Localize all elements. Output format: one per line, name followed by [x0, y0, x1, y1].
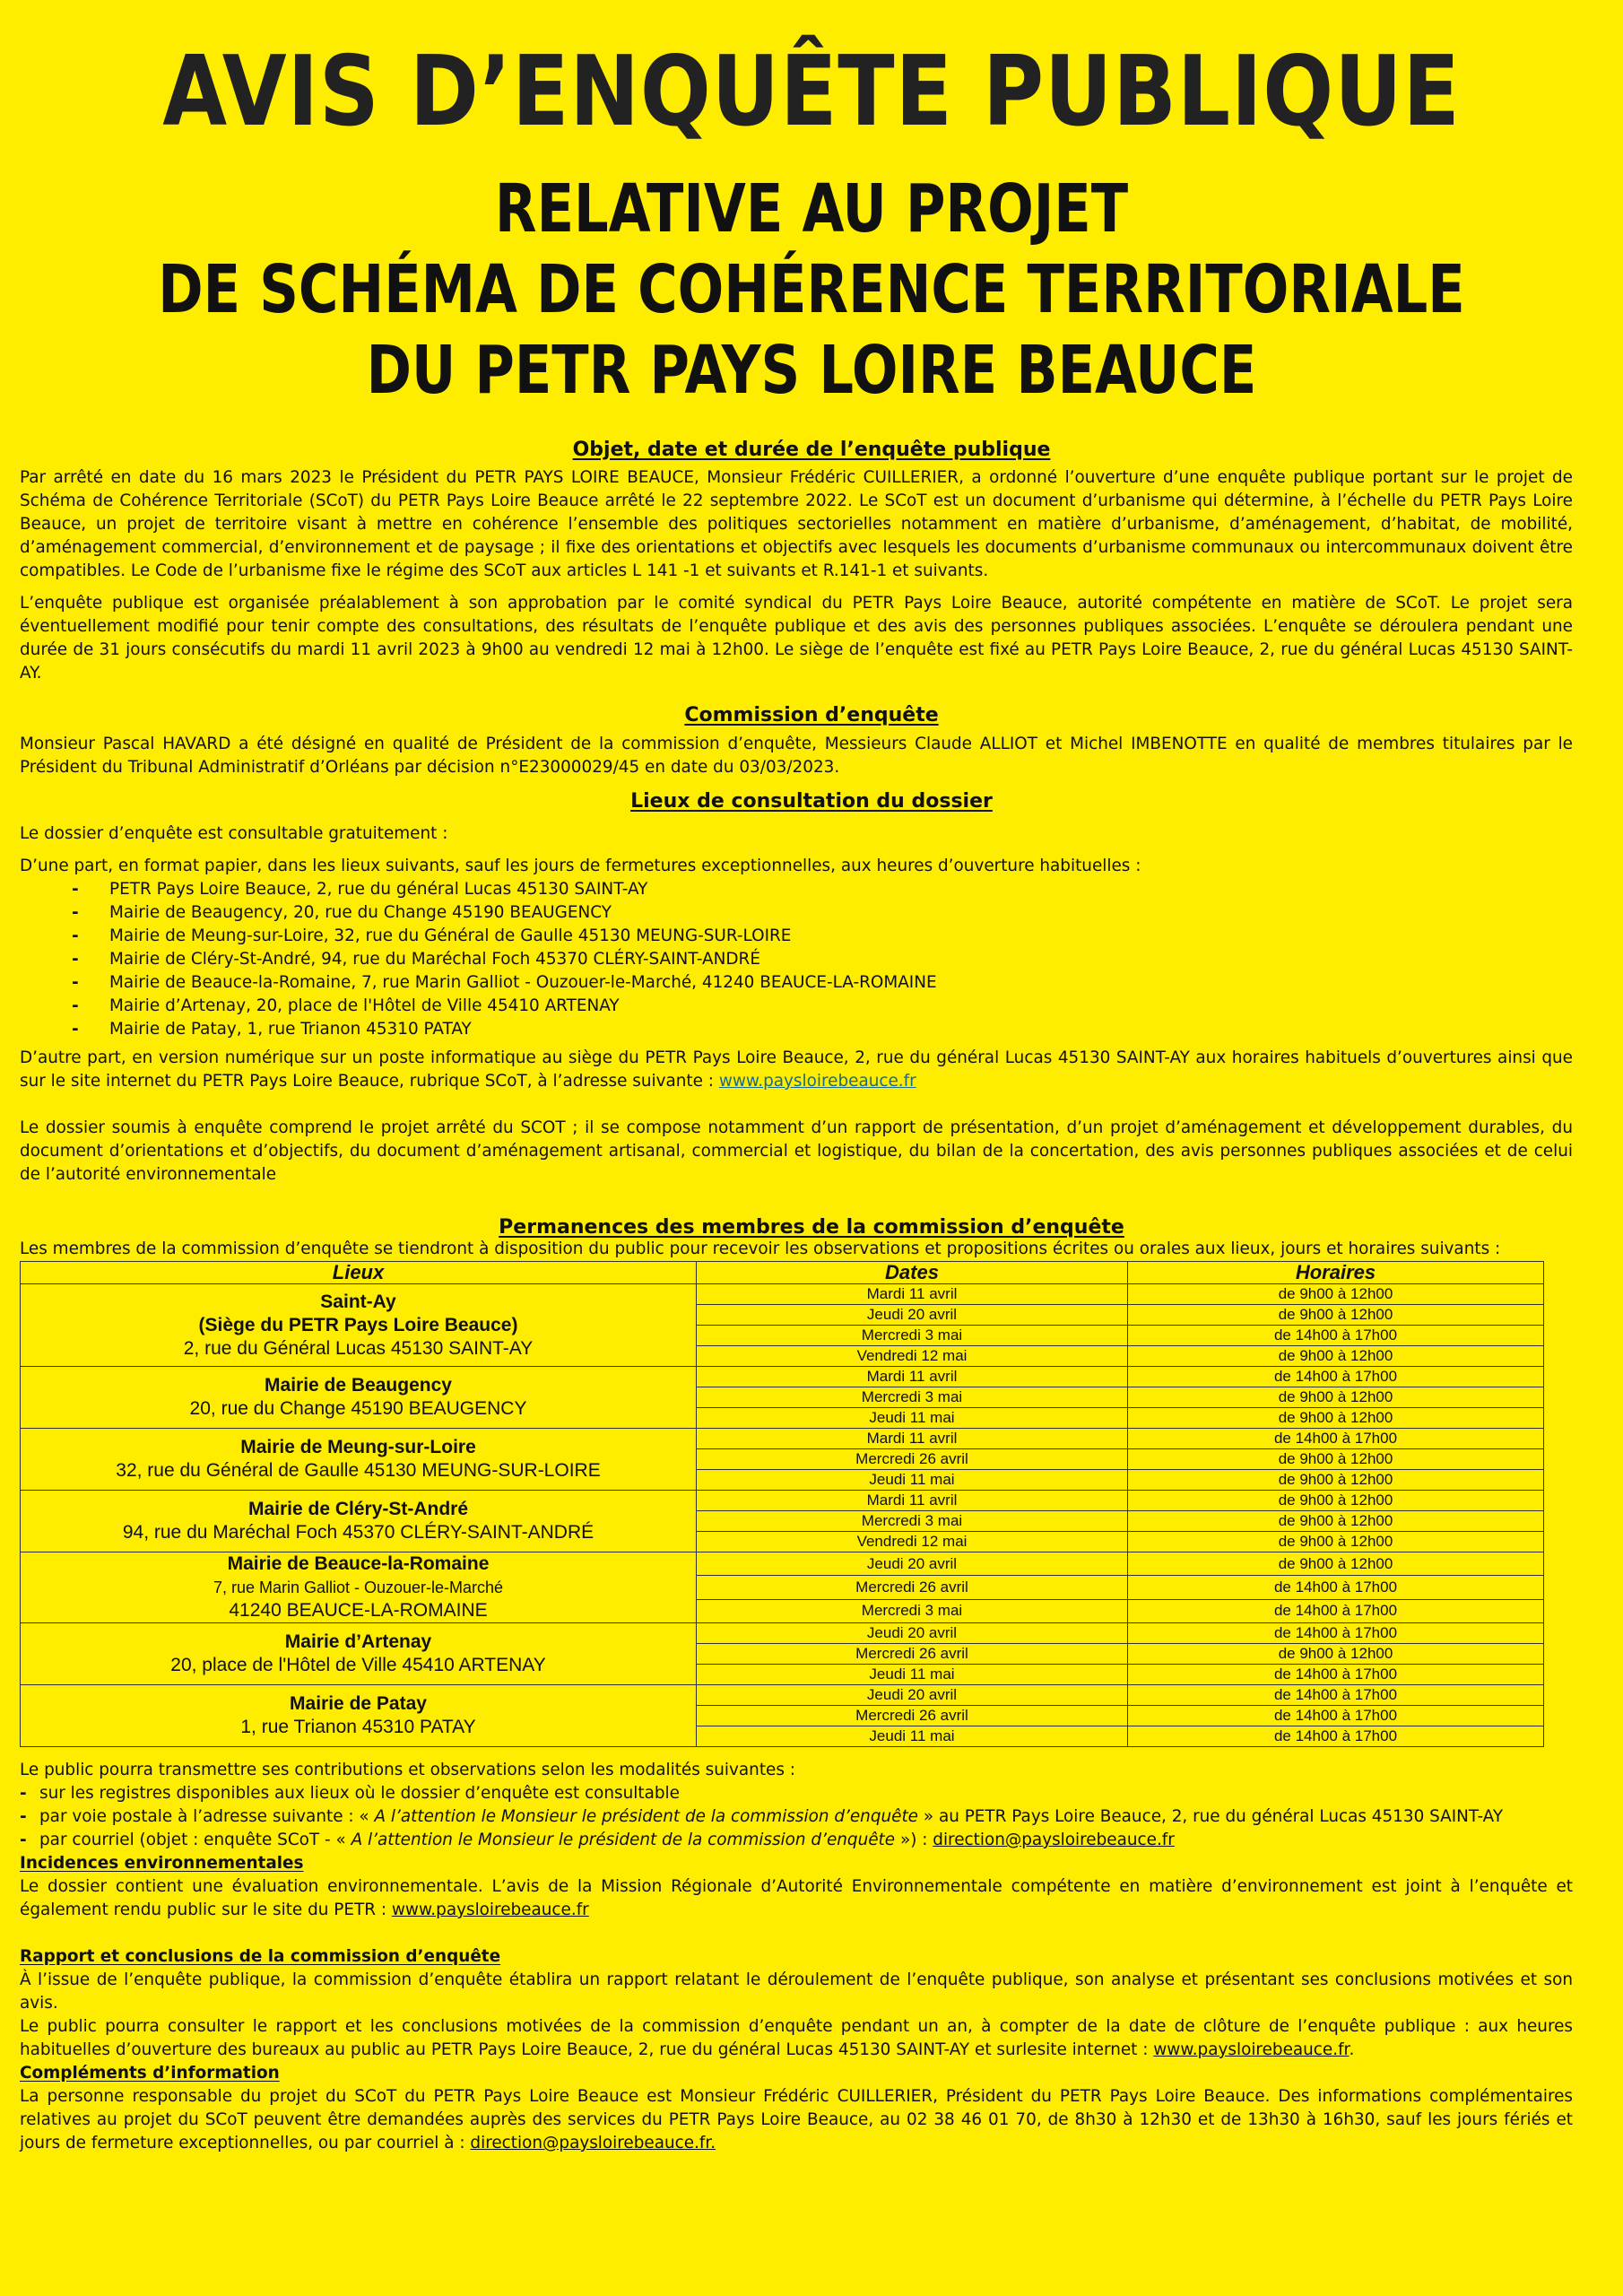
consultation-place: - PETR Pays Loire Beauce, 2, rue du général Lucas 45130 SAINT-AY	[20, 878, 1573, 901]
column-header-dates: Dates	[697, 1262, 1128, 1284]
table-row	[21, 1623, 1544, 1644]
place-cell	[21, 1491, 697, 1552]
place-address: 20, rue du Change 45190 BEAUGENCY	[189, 1398, 527, 1419]
hours-cell: de 14h00 à 17h00	[1128, 1726, 1544, 1747]
column-header-horaires: Horaires	[1128, 1262, 1544, 1284]
rapport-line-1: À l’issue de l’enquête publique, la commission d’enquête établira un rapport relatant le déroulement de l’enquête publique, son analyse et présentant ses conclusions motivées et son avis.	[20, 1970, 1573, 2013]
date-cell: Vendredi 12 mai	[697, 1346, 1128, 1367]
contribution-methods	[20, 1782, 1573, 1852]
lieux-intro: Le dossier d’enquête est consultable gratuitement :	[20, 824, 448, 843]
section-heading-incidences: Incidences environnementales	[20, 1854, 304, 1873]
permanences-intro: Les membres de la commission d’enquête se tiendront à disposition du public pour recevoir les observations et propositions écrites ou orales aux lieux, jours et horaires suivants :	[20, 1239, 1501, 1258]
contribution-method-registers: - sur les registres disponibles aux lieux où le dossier d’enquête est consultable	[20, 1782, 1573, 1805]
website-link[interactable]: www.paysloirebeauce.fr	[1153, 2040, 1350, 2059]
date-cell: Mardi 11 avril	[697, 1429, 1128, 1449]
column-header-lieux: Lieux	[21, 1262, 697, 1284]
table-row	[21, 1367, 1544, 1387]
date-cell: Jeudi 11 mai	[697, 1470, 1128, 1491]
section-heading-lieux: Lieux de consultation du dossier	[630, 790, 993, 813]
place-address-street: 7, rue Marin Galliot - Ouzouer-le-Marché	[213, 1578, 504, 1596]
place-name: Mairie de Beaugency	[265, 1375, 452, 1396]
hours-cell: de 14h00 à 17h00	[1128, 1623, 1544, 1644]
notice-subtitle-line-1: RELATIVE AU PROJET	[494, 170, 1129, 248]
place-name-detail: (Siège du PETR Pays Loire Beauce)	[198, 1314, 518, 1335]
date-cell: Mercredi 3 mai	[697, 1387, 1128, 1408]
complements-text: La personne responsable du projet du SCoT du PETR Pays Loire Beauce est Monsieur Frédéric CUILLERIER, Président du PETR Pays Loire Beauce. Des informations complémentaires relatives au projet du SCoT peuvent être demandées auprès des services du PETR Pays Loire Beauce, au 02 38 46 01 70, de 8h30 à 12h30 et de 13h30 à 16h30, sauf les jours fériés et jours de fermeture exceptionnelles, ou par courriel à : direction@paysloirebeauce.fr.	[20, 2087, 1573, 2152]
hours-cell: de 14h00 à 17h00	[1128, 1326, 1544, 1346]
consultation-places-list	[20, 878, 1573, 1041]
hours-cell: de 14h00 à 17h00	[1128, 1367, 1544, 1387]
lieux-paper-intro: D’une part, en format papier, dans les lieux suivants, sauf les jours de fermetures exceptionnelles, aux heures d’ouverture habituelles :	[20, 857, 1141, 875]
section-heading-objet: Objet, date et durée de l’enquête publique	[572, 439, 1051, 461]
date-cell: Jeudi 11 mai	[697, 1408, 1128, 1429]
date-cell: Mercredi 26 avril	[697, 1449, 1128, 1470]
contributions-intro: Le public pourra transmettre ses contributions et observations selon les modalités suivantes :	[20, 1761, 795, 1779]
section-lieux	[20, 822, 1573, 1187]
date-cell: Jeudi 11 mai	[697, 1665, 1128, 1685]
place-address: 20, place de l'Hôtel de Ville 45410 ARTENAY	[170, 1655, 546, 1675]
place-address: 2, rue du Général Lucas 45130 SAINT-AY	[183, 1337, 534, 1359]
consultation-place: - Mairie de Cléry-St-André, 94, rue du Maréchal Foch 45370 CLÉRY-SAINT-ANDRÉ	[20, 948, 1573, 971]
email-link[interactable]: direction@paysloirebeauce.fr.	[470, 2134, 716, 2152]
permanences-table	[20, 1261, 1544, 1747]
place-name: Mairie de Patay	[290, 1693, 427, 1714]
consultation-place: - Mairie de Beaugency, 20, rue du Change 45190 BEAUGENCY	[20, 901, 1573, 925]
incidences-text: Le dossier contient une évaluation environnementale. L’avis de la Mission Régionale d’Autorité Environnementale compétente en matière d’environnement est joint à l’enquête et également rendu public sur le site du PETR : www.paysloirebeauce.fr	[20, 1877, 1573, 1919]
table-row	[21, 1685, 1544, 1706]
date-cell: Mercredi 3 mai	[697, 1326, 1128, 1346]
contribution-method-email: - par courriel (objet : enquête SCoT - « A l’attention le Monsieur le président de la commission d’enquête ») : direction@paysloirebeauce.fr	[20, 1829, 1573, 1852]
hours-cell: de 9h00 à 12h00	[1128, 1346, 1544, 1367]
date-cell: Jeudi 20 avril	[697, 1305, 1128, 1326]
place-cell	[21, 1552, 697, 1623]
section-heading-complements: Compléments d’information	[20, 2064, 280, 2083]
date-cell: Mercredi 3 mai	[697, 1511, 1128, 1532]
section-commission	[20, 733, 1573, 779]
hours-cell: de 14h00 à 17h00	[1128, 1685, 1544, 1706]
table-row	[21, 1284, 1544, 1305]
date-cell: Vendredi 12 mai	[697, 1532, 1128, 1552]
date-cell: Mardi 11 avril	[697, 1284, 1128, 1305]
hours-cell: de 14h00 à 17h00	[1128, 1599, 1544, 1622]
hours-cell: de 14h00 à 17h00	[1128, 1665, 1544, 1685]
hours-cell: de 14h00 à 17h00	[1128, 1429, 1544, 1449]
table-row	[21, 1429, 1544, 1449]
table-row	[21, 1491, 1544, 1511]
hours-cell: de 9h00 à 12h00	[1128, 1532, 1544, 1552]
date-cell: Jeudi 20 avril	[697, 1685, 1128, 1706]
date-cell: Mercredi 26 avril	[697, 1706, 1128, 1726]
hours-cell: de 9h00 à 12h00	[1128, 1644, 1544, 1665]
place-name: Mairie de Meung-sur-Loire	[240, 1437, 476, 1457]
hours-cell: de 14h00 à 17h00	[1128, 1576, 1544, 1599]
consultation-place: - Mairie d’Artenay, 20, place de l'Hôtel de Ville 45410 ARTENAY	[20, 995, 1573, 1018]
hours-cell: de 9h00 à 12h00	[1128, 1552, 1544, 1576]
section-contributions	[20, 1759, 1573, 2155]
contribution-method-post: - par voie postale à l’adresse suivante : « A l’attention le Monsieur le président de la commission d’enquête » au PETR Pays Loire Beauce, 2, rue du général Lucas 45130 SAINT-AY	[20, 1805, 1573, 1829]
place-cell	[21, 1685, 697, 1747]
place-address: 41240 BEAUCE-LA-ROMAINE	[229, 1600, 488, 1621]
consultation-place: - Mairie de Meung-sur-Loire, 32, rue du Général de Gaulle 45130 MEUNG-SUR-LOIRE	[20, 925, 1573, 948]
date-cell: Mardi 11 avril	[697, 1367, 1128, 1387]
notice-title: AVIS D’ENQUÊTE PUBLIQUE	[162, 36, 1461, 148]
place-address: 1, rue Trianon 45310 PATAY	[240, 1717, 476, 1737]
email-link[interactable]: direction@paysloirebeauce.fr	[933, 1831, 1175, 1849]
date-cell: Mercredi 3 mai	[697, 1599, 1128, 1622]
place-name: Saint-Ay	[320, 1291, 396, 1312]
lieux-digital: D’autre part, en version numérique sur un poste informatique au siège du PETR Pays Loire Beauce, 2, rue du général Lucas 45130 SAINT-AY aux horaires habituels d’ouvertures ainsi que sur le site internet du PETR Pays Loire Beauce, rubrique SCoT, à l’adresse suivante : www.paysloirebeauce.fr	[20, 1048, 1573, 1091]
date-cell: Mercredi 26 avril	[697, 1576, 1128, 1599]
section-heading-rapport: Rapport et conclusions de la commission d’enquête	[20, 1947, 501, 1966]
place-address: 32, rue du Général de Gaulle 45130 MEUNG-SUR-LOIRE	[116, 1460, 601, 1481]
place-cell	[21, 1623, 697, 1685]
place-name: Mairie d’Artenay	[284, 1631, 432, 1652]
place-cell	[21, 1367, 697, 1429]
place-name: Mairie de Beauce-la-Romaine	[227, 1553, 490, 1574]
rapport-line-2: Le public pourra consulter le rapport et les conclusions motivées de la commission d’enquête pendant un an, à compter de la date de clôture de l’enquête publique : aux heures habituelles d’ouverture des bureaux au public au PETR Pays Loire Beauce, 2, rue du général Lucas 45130 SAINT-AY et surlesite internet : www.paysloirebeauce.fr.	[20, 2017, 1573, 2059]
date-cell: Jeudi 20 avril	[697, 1623, 1128, 1644]
place-address: 94, rue du Maréchal Foch 45370 CLÉRY-SAINT-ANDRÉ	[122, 1522, 595, 1543]
hours-cell: de 9h00 à 12h00	[1128, 1284, 1544, 1305]
date-cell: Mercredi 26 avril	[697, 1644, 1128, 1665]
place-cell	[21, 1429, 697, 1491]
table-header-row	[21, 1262, 1544, 1284]
commission-text: Monsieur Pascal HAVARD a été désigné en qualité de Président de la commission d’enquête, Messieurs Claude ALLIOT et Michel IMBENOTTE en qualité de membres titulaires par le Président du Tribunal Administratif d’Orléans par décision n°E23000029/45 en date du 03/03/2023.	[20, 735, 1573, 777]
website-link[interactable]: www.paysloirebeauce.fr	[391, 1900, 589, 1919]
table-row	[21, 1552, 1544, 1576]
section-heading-permanences: Permanences des membres de la commission d’enquête	[499, 1216, 1124, 1239]
section-heading-commission: Commission d’enquête	[684, 704, 939, 726]
hours-cell: de 9h00 à 12h00	[1128, 1387, 1544, 1408]
place-name: Mairie de Cléry-St-André	[247, 1499, 469, 1519]
consultation-place: - Mairie de Patay, 1, rue Trianon 45310 PATAY	[20, 1018, 1573, 1041]
notice-subtitle-line-2: DE SCHÉMA DE COHÉRENCE TERRITORIALE	[158, 251, 1465, 328]
date-cell: Mardi 11 avril	[697, 1491, 1128, 1511]
website-link[interactable]: www.paysloirebeauce.fr	[718, 1072, 916, 1091]
hours-cell: de 14h00 à 17h00	[1128, 1706, 1544, 1726]
objet-paragraph-1: Par arrêté en date du 16 mars 2023 le Président du PETR PAYS LOIRE BEAUCE, Monsieur Frédéric CUILLERIER, a ordonné l’ouverture d’une enquête publique portant sur le projet de Schéma de Cohérence Territoriale (SCoT) du PETR Pays Loire Beauce arrêté le 22 septembre 2022. Le SCoT est un document d’urbanisme qui détermine, à l’échelle du PETR Pays Loire Beauce, un projet de territoire visant à mettre en cohérence l’ensemble des politiques sectorielles notamment en matière d’urbanisme, d’aménagement, d’habitat, de mobilité, d’aménagement commercial, d’environnement et de paysage ; il fixe des orientations et objectifs avec lesquels les documents d’urbanisme communaux ou intercommunaux doivent être compatibles. Le Code de l’urbanisme fixe le régime des SCoT aux articles L 141 -1 et suivants et R.141-1 et suivants.	[20, 468, 1573, 580]
objet-paragraph-2: L’enquête publique est organisée préalablement à son approbation par le comité syndical du PETR Pays Loire Beauce, autorité compétente en matière de SCoT. Le projet sera éventuellement modifié pour tenir compte des consultations, des résultats de l’enquête publique et des avis des personnes publiques associées. L’enquête se déroulera pendant une durée de 31 jours consécutifs du mardi 11 avril 2023 à 9h00 au vendredi 12 mai à 12h00. Le siège de l’enquête est fixé au PETR Pays Loire Beauce, 2, rue du général Lucas 45130 SAINT-AY.	[20, 594, 1573, 683]
hours-cell: de 9h00 à 12h00	[1128, 1511, 1544, 1532]
hours-cell: de 9h00 à 12h00	[1128, 1470, 1544, 1491]
date-cell: Jeudi 20 avril	[697, 1552, 1128, 1576]
consultation-place: - Mairie de Beauce-la-Romaine, 7, rue Marin Galliot - Ouzouer-le-Marché, 41240 BEAUCE-LA-ROMAINE	[20, 971, 1573, 995]
lieux-dossier-content: Le dossier soumis à enquête comprend le projet arrêté du SCOT ; il se compose notamment d’un rapport de présentation, d’un projet d’aménagement et développement durables, du document d’orientations et d’objectifs, du document d’aménagement artisanal, commercial et logistique, du bilan de la concertation, des avis personnes publiques associées et de celui de l’autorité environnementale	[20, 1118, 1573, 1184]
section-objet	[20, 466, 1573, 685]
hours-cell: de 9h00 à 12h00	[1128, 1449, 1544, 1470]
date-cell: Jeudi 11 mai	[697, 1726, 1128, 1747]
notice-subtitle-line-3: DU PETR PAYS LOIRE BEAUCE	[366, 332, 1257, 409]
place-cell	[21, 1284, 697, 1367]
hours-cell: de 9h00 à 12h00	[1128, 1408, 1544, 1429]
hours-cell: de 9h00 à 12h00	[1128, 1491, 1544, 1511]
hours-cell: de 9h00 à 12h00	[1128, 1305, 1544, 1326]
